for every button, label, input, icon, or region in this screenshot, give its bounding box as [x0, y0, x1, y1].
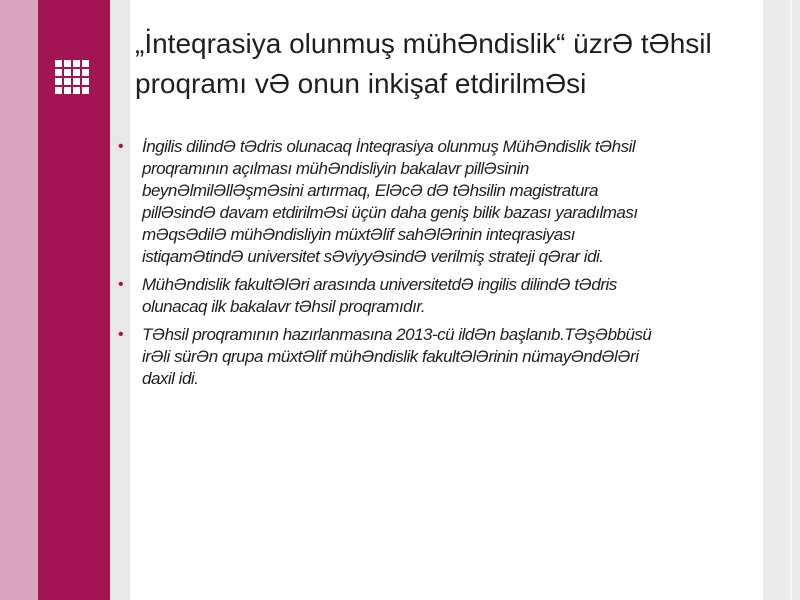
grid-logo-cell — [82, 87, 89, 94]
bullet-list — [118, 136, 758, 396]
bullet-text-line: TƏhsil proqramının hazırlanmasına 2013-cü ildƏn başlanıb.TƏşƏbbüsü — [142, 325, 652, 344]
bullet-item — [118, 324, 758, 390]
grid-logo-cell — [55, 69, 62, 76]
bullet-text-line: daxil idi. — [142, 369, 199, 388]
bullet-marker: • — [118, 276, 124, 293]
grid-logo-cell — [55, 87, 62, 94]
grid-logo-cell — [64, 69, 71, 76]
grid-logo-cell — [64, 60, 71, 67]
grid-logo-cell — [73, 60, 80, 67]
grid-logo-cell — [55, 78, 62, 85]
left-decor-stripe — [0, 0, 38, 600]
bullet-text-line: istiqamƏtindƏ universitet sƏviyyƏsindƏ verilmiş strateji qƏrar idi. — [142, 247, 604, 266]
right-decor-line — [790, 0, 792, 600]
slide-title-line: „İnteqrasiya olunmuş mühƏndislik“ üzrƏ tƏhsil — [135, 28, 712, 59]
bullet-marker: • — [118, 138, 124, 155]
bullet-text-line: MühƏndislik fakultƏlƏri arasında universitetdƏ ingilis dilindƏ tƏdris — [142, 275, 617, 294]
bullet-item — [118, 274, 758, 318]
grid-logo-cell — [82, 69, 89, 76]
grid-logo-cell — [64, 78, 71, 85]
bullet-text-line: pillƏsindƏ davam etdirilmƏsi üçün daha geniş bilik bazası yaradılması — [142, 203, 638, 222]
grid-logo-cell — [55, 60, 62, 67]
grid-logo-cell — [73, 87, 80, 94]
grid-logo-icon — [55, 60, 95, 100]
bullet-item — [118, 136, 758, 268]
bullet-text-line: irƏli sürƏn qrupa müxtƏlif mühƏndislik fakultƏlƏrinin nümayƏndƏlƏri — [142, 347, 639, 366]
right-decor-edge — [763, 0, 800, 600]
bullet-text-line: proqramının açılması mühƏndisliyin bakalavr pillƏsinin — [142, 159, 529, 178]
slide-title — [135, 24, 755, 104]
slide-title-line: proqramı vƏ onun inkişaf etdirilmƏsi — [135, 68, 587, 99]
bullet-text-line: İngilis dilindƏ tƏdris olunacaq İnteqrasiya olunmuş MühƏndislik tƏhsil — [142, 137, 636, 156]
bullet-text-line: mƏqsƏdilƏ mühƏndisliyin müxtƏlif sahƏlƏrinin inteqrasiyası — [142, 225, 575, 244]
bullet-marker: • — [118, 326, 124, 343]
grid-logo-cell — [82, 60, 89, 67]
grid-logo-cell — [82, 78, 89, 85]
grid-logo-cell — [73, 78, 80, 85]
bullet-text-line: olunacaq ilk bakalavr tƏhsil proqramıdır. — [142, 297, 426, 316]
grid-logo-cell — [73, 69, 80, 76]
grid-logo-cell — [64, 87, 71, 94]
bullet-text-line: beynƏlmilƏllƏşmƏsini artırmaq, ElƏcƏ dƏ tƏhsilin magistratura — [142, 181, 599, 200]
